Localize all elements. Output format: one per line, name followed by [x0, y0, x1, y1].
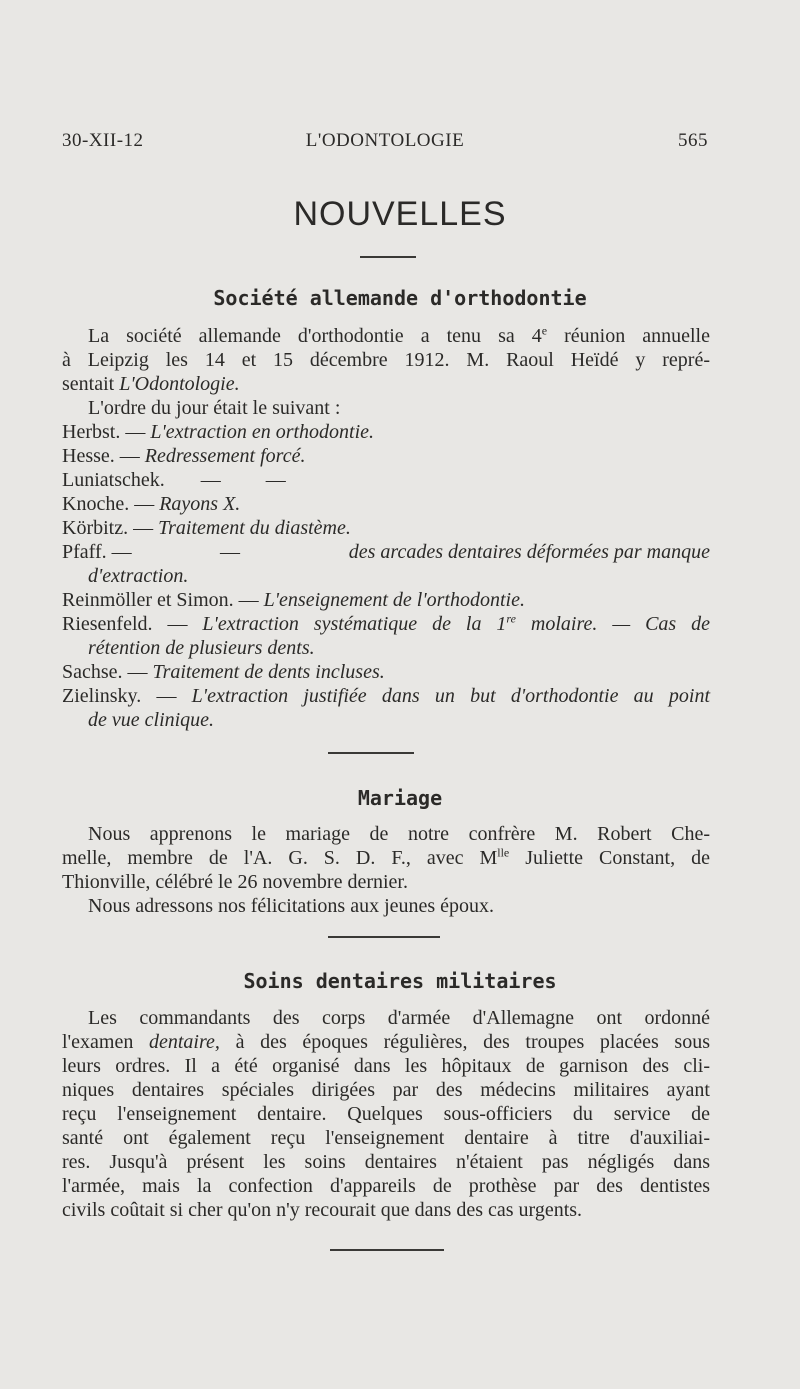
text: sentait: [62, 373, 120, 395]
topic: Traitement du diastème.: [158, 517, 351, 539]
text: Juliette Constant, de: [509, 847, 710, 869]
speaker: Zielinsky. —: [62, 685, 192, 707]
superscript: re: [506, 611, 516, 626]
text-line: civils coûtait si cher qu'on n'y recourait que dans des cas urgents.: [62, 1199, 583, 1221]
intro-line-3: [62, 372, 710, 396]
speaker: Riesenfeld. —: [62, 613, 203, 635]
emphasis: dentaire,: [149, 1031, 220, 1053]
agenda-item: [62, 516, 710, 540]
section-heading-soins: Soins dentaires militaires: [243, 969, 557, 993]
section-body-soins: [62, 1006, 710, 1222]
text: l'examen: [62, 1031, 149, 1053]
topic: Traitement de dents incluses.: [152, 661, 385, 683]
section-heading-orthodontie: Société allemande d'orthodontie: [213, 286, 587, 310]
section-heading-mariage: Mariage: [357, 786, 443, 810]
topic: molaire. — Cas de: [515, 613, 711, 635]
text-line: Nous apprenons le mariage de notre confrère M. Robert Che-: [88, 823, 710, 845]
text-line: reçu l'enseignement dentaire. Quelques sous-officiers du service de: [62, 1103, 710, 1125]
agenda-item: [62, 420, 710, 444]
text-line: l'armée, mais la confection d'appareils de prothèse par des dentistes: [62, 1175, 710, 1197]
text-line: res. Jusqu'à présent les soins dentaires n'étaient pas négligés dans: [62, 1151, 710, 1173]
topic: Rayons X.: [159, 493, 241, 515]
section-rule: [330, 1249, 444, 1251]
text: melle, membre de l'A. G. S. D. F., avec M: [62, 847, 498, 869]
speaker: Hesse. —: [62, 445, 145, 467]
agenda-item: [62, 612, 710, 636]
topic-continuation: d'extraction.: [88, 565, 189, 587]
text: réunion annuelle: [547, 325, 710, 347]
journal-name: L'ODONTOLOGIE: [305, 130, 465, 151]
ditto-marks: — —: [200, 469, 286, 491]
text-line: Les commandants des corps d'armée d'Allemagne ont ordonné: [88, 1007, 710, 1029]
ditto-mark: —: [220, 541, 240, 563]
section-rule: [328, 752, 414, 754]
topic: L'extraction systématique de la 1: [202, 613, 507, 635]
agenda-item: [62, 444, 710, 468]
text-line: niques dentaires spéciales dirigées par des médecins militaires ayant: [62, 1079, 710, 1101]
page-number: 565: [678, 130, 708, 151]
agenda-item: [62, 660, 710, 684]
topic: Redressement forcé.: [144, 445, 306, 467]
speaker: Reinmöller et Simon. —: [62, 589, 264, 611]
superscript: lle: [497, 845, 510, 860]
agenda-item: [62, 468, 710, 492]
agenda-item: [62, 492, 710, 516]
title-rule: [360, 256, 416, 258]
topic-continuation: rétention de plusieurs dents.: [88, 637, 315, 659]
speaker: Sachse. —: [62, 661, 153, 683]
text-line: [62, 1030, 710, 1054]
speaker: Knoche. —: [62, 493, 160, 515]
topic: des arcades dentaires déformées par manque: [348, 541, 710, 563]
speaker: Luniatschek.: [62, 469, 165, 491]
page-title: NOUVELLES: [293, 195, 507, 233]
intro-line-2: à Leipzig les 14 et 15 décembre 1912. M. Raoul Heïdé y repré-: [62, 349, 710, 371]
running-head: [62, 130, 708, 160]
agenda-item: [62, 588, 710, 612]
topic: L'enseignement de l'orthodontie.: [263, 589, 525, 611]
text: à des époques régulières, des troupes placées sous: [219, 1031, 710, 1053]
topic: L'extraction en orthodontie.: [150, 421, 375, 443]
text: La société allemande d'orthodontie a tenu sa 4: [88, 325, 542, 347]
order-line: L'ordre du jour était le suivant :: [88, 397, 341, 419]
section-body-mariage: [62, 822, 710, 918]
text-line: Nous adressons nos félicitations aux jeunes époux.: [88, 895, 495, 917]
text-line: santé ont également reçu l'enseignement dentaire à titre d'auxiliai-: [62, 1127, 710, 1149]
topic-continuation: de vue clinique.: [88, 709, 215, 731]
agenda-item: [62, 540, 710, 588]
speaker: Pfaff. —: [62, 541, 132, 563]
section-body-orthodontie: [62, 324, 710, 732]
text-line: Thionville, célébré le 26 novembre dernier.: [62, 871, 408, 893]
topic: L'extraction justifiée dans un but d'orthodontie au point: [191, 685, 710, 707]
speaker: Herbst. —: [62, 421, 151, 443]
superscript: e: [541, 323, 548, 338]
issue-date: 30-XII-12: [62, 130, 144, 151]
agenda-item: [62, 684, 710, 708]
journal-reference: L'Odontologie.: [119, 373, 240, 395]
speaker: Körbitz. —: [62, 517, 159, 539]
intro-line-1: [62, 324, 710, 348]
section-rule: [328, 936, 440, 938]
text-line: [62, 846, 710, 870]
text-line: leurs ordres. Il a été organisé dans les hôpitaux de garnison des cli-: [62, 1055, 710, 1077]
